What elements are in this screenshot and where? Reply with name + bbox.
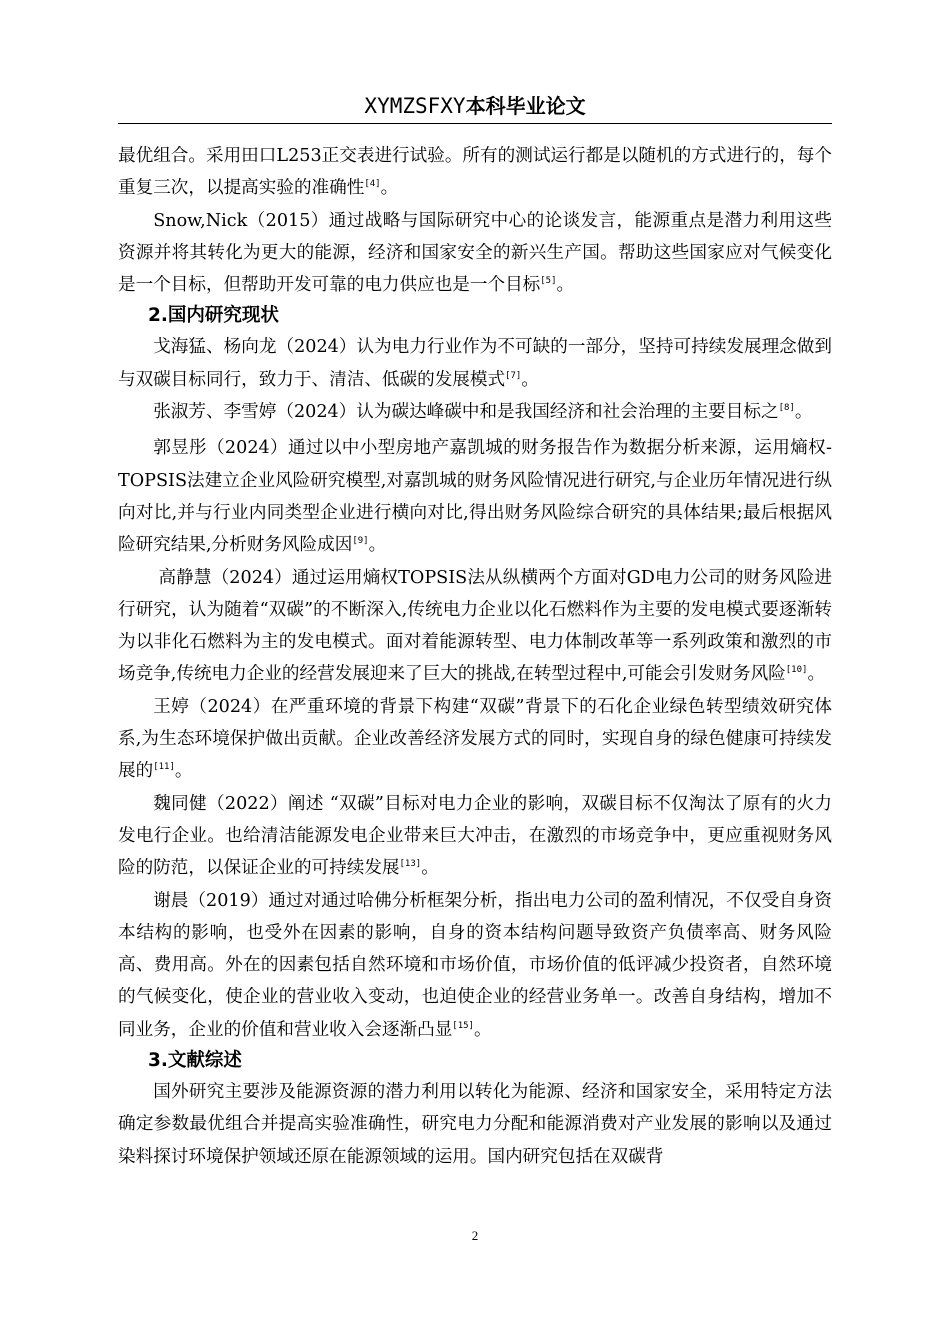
header-title-zh: 本科毕业论文	[465, 94, 586, 118]
citation: [9]	[352, 536, 369, 547]
paragraph: 王婷（2024）在严重环境的背景下构建“双碳”背景下的石化企业绿色转型绩效研究体系,为生态环境保护做出贡献。企业改善经济发展方式的同时，实现自身的绿色健康可持续发展的[11]。	[118, 696, 832, 782]
paragraph: 国外研究主要涉及能源资源的潜力利用以转化为能源、经济和国家安全，采用特定方法确定参数最优组合并提高实验准确性，研究电力分配和能源消费对产业发展的影响以及通过染料探讨环境保护领域还原在能源领域的运用。国内研究包括在双碳背	[118, 1082, 832, 1167]
citation: [7]	[505, 370, 522, 381]
citation: [11]	[153, 762, 175, 773]
citation: [5]	[540, 276, 557, 287]
paragraph: 郭昱彤（2024）通过以中小型房地产嘉凯城的财务报告作为数据分析来源，运用熵权-TOPSIS法建立企业风险研究模型,对嘉凯城的财务风险情况进行研究,与企业历年情况进行纵向对比,并与行业内同类型企业进行横向对比,得出财务风险综合研究的具体结果;最后根据风险研究结果,分析财务风险成因[9]。	[118, 438, 832, 556]
header-title-en: XYMZSFXY	[364, 94, 466, 118]
citation: [15]	[452, 1020, 474, 1031]
page-header	[118, 90, 832, 122]
page-number: 2	[471, 1228, 479, 1243]
section-heading-domestic: 2.国内研究现状	[148, 305, 279, 327]
citation: [13]	[399, 859, 422, 870]
paragraph: 戈海猛、杨向龙（2024）认为电力行业作为不可缺的一部分，坚持可持续发展理念做到与双碳目标同行，致力于、清洁、低碳的发展模式[7]。	[118, 337, 832, 390]
paragraph-continuation: 最优组合。采用田口L253正交表进行试验。所有的测试运行都是以随机的方式进行的，每个重复三次，以提高实验的准确性[4]。	[118, 146, 832, 199]
paragraph: 魏同健（2022）阐述 “双碳”目标对电力企业的影响，双碳目标不仅淘汰了原有的火力发电行企业。也给清洁能源发电企业带来巨大冲击，在激烈的市场竞争中，更应重视财务风险的防范，以保证企业的可持续发展[13]。	[118, 793, 832, 879]
section-heading-review: 3.文献综述	[148, 1050, 242, 1072]
paragraph: Snow,Nick（2015）通过战略与国际研究中心的论谈发言，能源重点是潜力利用这些资源并将其转化为更大的能源，经济和国家安全的新兴生产国。帮助这些国家应对气候变化是一个目标，但帮助开发可靠的电力供应也是一个目标[5]。	[118, 210, 832, 296]
citation: [10]	[785, 665, 808, 676]
header-rule	[118, 123, 832, 124]
paragraph: 谢晨（2019）通过对通过哈佛分析框架分析，指出电力公司的盈利情况，不仅受自身资本结构的影响，也受外在因素的影响，自身的资本结构问题导致资产负债率高、财务风险高、费用高。外在的因素包括自然环境和市场价值，市场价值的低评减少投资者，自然环境的气候变化，使企业的营业收入变动，也迫使企业的经营业务单一。改善自身结构，增加不同业务，企业的价值和营业收入会逐渐凸显[15]。	[118, 890, 832, 1040]
citation: [4]	[364, 179, 381, 190]
citation: [8]	[778, 403, 795, 414]
paragraph: 张淑芳、李雪婷（2024）认为碳达峰碳中和是我国经济和社会治理的主要目标之[8]。	[153, 402, 813, 423]
paragraph: 高静慧（2024）通过运用熵权TOPSIS法从纵横两个方面对GD电力公司的财务风险进行研究，认为随着“双碳”的不断深入,传统电力企业以化石燃料作为主要的发电模式要逐渐转为以非化石燃料为主的发电模式。面对着能源转型、电力体制改革等一系列政策和激烈的市场竞争,传统电力企业的经营发展迎来了巨大的挑战,在转型过程中,可能会引发财务风险[10]。	[118, 567, 832, 685]
document-body	[118, 140, 832, 1173]
